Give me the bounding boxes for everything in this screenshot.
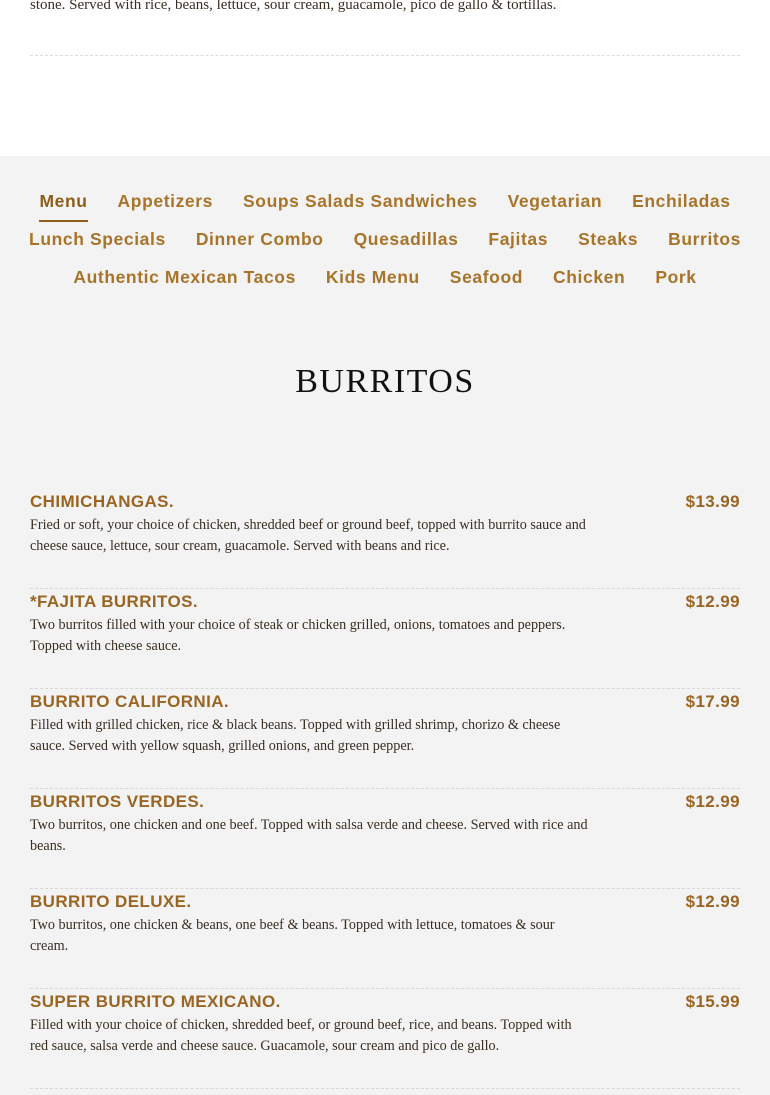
previous-menu-section xyxy=(0,0,770,156)
nav-link-appetizers[interactable]: Appetizers xyxy=(117,190,214,211)
nav-link-quesadillas[interactable]: Quesadillas xyxy=(353,228,459,249)
menu-item-name: SUPER BURRITO MEXICANO. xyxy=(30,992,281,1011)
nav-link-authentic-mexican-tacos[interactable]: Authentic Mexican Tacos xyxy=(73,266,296,287)
menu-item-price: $17.99 xyxy=(685,692,740,711)
menu-item-name: BURRITOS VERDES. xyxy=(30,792,205,811)
nav-link-chicken[interactable]: Chicken xyxy=(553,266,626,287)
menu-item-price: $12.99 xyxy=(685,792,740,811)
nav-link-pork[interactable]: Pork xyxy=(655,266,697,287)
menu-item-name: *FAJITA BURRITOS. xyxy=(30,592,199,611)
menu-item xyxy=(30,989,740,1089)
menu-item-name: BURRITO DELUXE. xyxy=(30,892,192,911)
section-title: BURRITOS xyxy=(295,363,475,400)
nav-link-soups-salads-sandwiches[interactable]: Soups Salads Sandwiches xyxy=(243,190,478,211)
nav-link-enchiladas[interactable]: Enchiladas xyxy=(632,190,731,211)
menu-category-nav xyxy=(0,183,770,297)
menu-item xyxy=(30,889,740,989)
menu-item-description: Two burritos, one chicken and one beef. Topped with salsa verde and cheese. Served with rice and beans. xyxy=(30,817,588,854)
menu-item xyxy=(30,589,740,689)
nav-row xyxy=(0,259,770,297)
nav-row xyxy=(0,183,770,221)
menu-item-price: $12.99 xyxy=(685,592,740,611)
nav-link-steaks[interactable]: Steaks xyxy=(578,228,639,249)
previous-item-description: stone. Served with rice, beans, lettuce, sour cream, guacamole, pico de gallo & tortillas. xyxy=(30,0,557,13)
menu-item-price: $15.99 xyxy=(685,992,740,1011)
menu-item-description: Filled with grilled chicken, rice & black beans. Topped with grilled shrimp, chorizo & cheese sauce. Served with yellow squash, grilled onions, and green pepper. xyxy=(30,717,561,754)
burritos-menu-section xyxy=(0,156,770,1095)
nav-link-fajitas[interactable]: Fajitas xyxy=(488,228,549,249)
nav-link-kids-menu[interactable]: Kids Menu xyxy=(325,266,420,287)
item-divider xyxy=(30,55,740,56)
nav-link-lunch-specials[interactable]: Lunch Specials xyxy=(29,228,166,249)
menu-item-price: $12.99 xyxy=(685,892,740,911)
menu-item-description: Filled with your choice of chicken, shredded beef, or ground beef, rice, and beans. Topped with red sauce, salsa verde and cheese sauce. Guacamole, sour cream and pico de gallo. xyxy=(30,1017,572,1054)
nav-row xyxy=(0,221,770,259)
menu-item-description: Fried or soft, your choice of chicken, shredded beef or ground beef, topped with burrito sauce and cheese sauce, lettuce, sour cream, guacamole. Served with beans and rice. xyxy=(30,517,586,554)
menu-item-description: Two burritos filled with your choice of steak or chicken grilled, onions, tomatoes and peppers. Topped with cheese sauce. xyxy=(30,617,566,654)
menu-item xyxy=(30,789,740,889)
nav-link-dinner-combo[interactable]: Dinner Combo xyxy=(195,228,324,249)
menu-item xyxy=(30,489,740,589)
menu-item-name: BURRITO CALIFORNIA. xyxy=(30,692,229,711)
nav-link-vegetarian[interactable]: Vegetarian xyxy=(507,190,603,211)
menu-item-price: $13.99 xyxy=(685,492,740,511)
menu-item-list xyxy=(30,489,740,1089)
nav-link-menu[interactable]: Menu xyxy=(39,191,87,214)
nav-link-burritos[interactable]: Burritos xyxy=(668,228,741,249)
menu-item-description: Two burritos, one chicken & beans, one beef & beans. Topped with lettuce, tomatoes & sour cream. xyxy=(30,917,555,954)
nav-link-seafood[interactable]: Seafood xyxy=(449,266,524,287)
menu-item-name: CHIMICHANGAS. xyxy=(30,492,175,511)
menu-item xyxy=(30,689,740,789)
